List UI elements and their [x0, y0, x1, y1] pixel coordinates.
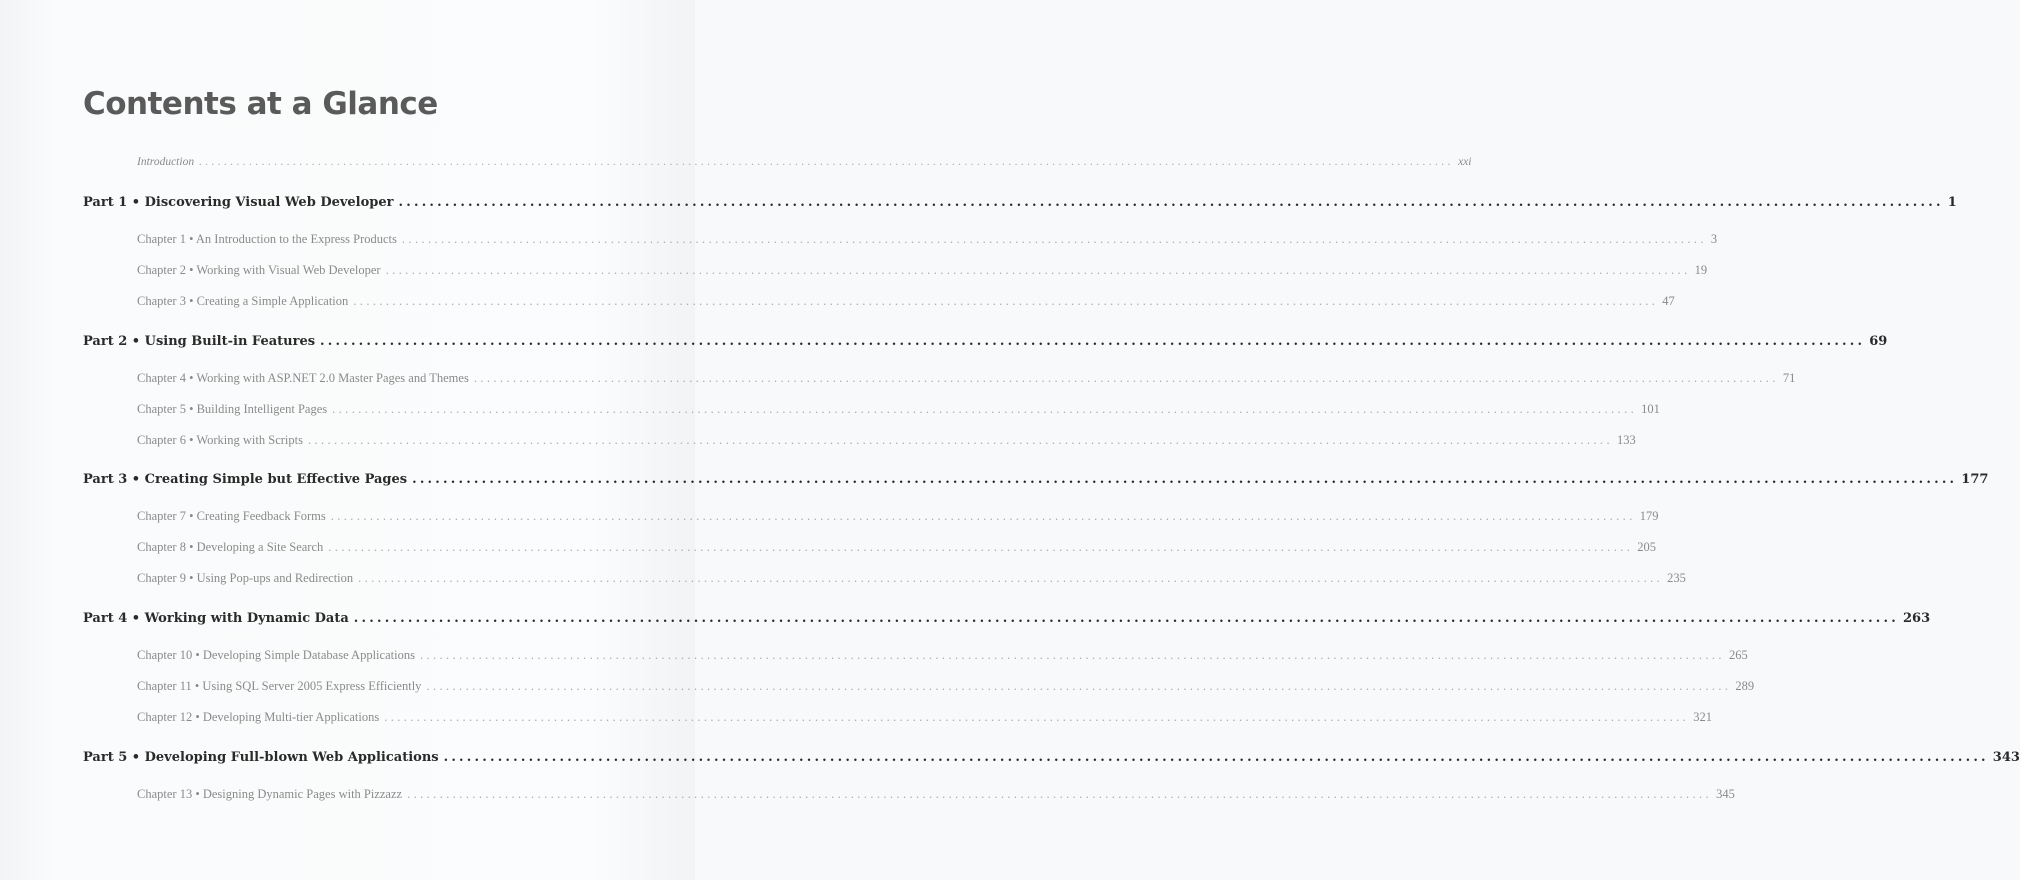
- toc-entry-page: xxi: [1458, 156, 1472, 168]
- toc-chapter-label: Chapter 1 • An Introduction to the Express Products: [137, 232, 397, 246]
- dot-leader: ........................................................................................................................................................................................................: [320, 334, 1866, 349]
- toc-entry-introduction[interactable]: [137, 156, 1472, 176]
- toc-chapter-page: 19: [1694, 263, 1708, 277]
- toc-part-4[interactable]: [83, 611, 1931, 631]
- toc-part-label: Part 5 • Developing Full-blown Web Applications: [83, 750, 439, 765]
- toc-part-page: 343: [1992, 750, 2020, 765]
- toc-chapter-label: Chapter 4 • Working with ASP.NET 2.0 Master Pages and Themes: [137, 371, 469, 385]
- dot-leader: ........................................................................................................................................................................................................: [407, 787, 1713, 801]
- dot-leader: ........................................................................................................................................................................................................: [199, 156, 1455, 168]
- toc-chapter-label: Chapter 12 • Developing Multi-tier Applications: [137, 710, 380, 724]
- toc-chapter-2[interactable]: [137, 263, 1708, 283]
- toc-part-label: Part 3 • Creating Simple but Effective Pages: [83, 472, 408, 487]
- toc-chapter-page: 133: [1616, 433, 1636, 447]
- toc-chapter-page: 179: [1639, 509, 1659, 523]
- toc-chapter-1[interactable]: [137, 232, 1718, 252]
- toc-chapter-13[interactable]: [137, 787, 1735, 807]
- toc-part-page: 1: [1947, 195, 1957, 210]
- toc-chapter-page: 345: [1716, 787, 1735, 801]
- toc-part-label: Part 1 • Discovering Visual Web Developer: [83, 195, 394, 210]
- toc-chapter-label: Chapter 6 • Working with Scripts: [137, 433, 303, 447]
- toc-part-page: 69: [1869, 334, 1888, 349]
- toc-chapter-7[interactable]: [137, 509, 1659, 529]
- dot-leader: ........................................................................................................................................................................................................: [332, 402, 1638, 416]
- dot-leader: ........................................................................................................................................................................................................: [353, 611, 1899, 626]
- toc-chapter-label: Chapter 3 • Creating a Simple Application: [137, 294, 349, 308]
- dot-leader: ........................................................................................................................................................................................................: [385, 263, 1691, 277]
- toc-chapter-9[interactable]: [137, 571, 1686, 591]
- toc-chapter-page: 289: [1735, 679, 1755, 693]
- dot-leader: ........................................................................................................................................................................................................: [419, 648, 1725, 662]
- toc-chapter-10[interactable]: [137, 648, 1748, 668]
- toc-chapter-page: 47: [1662, 294, 1675, 308]
- toc-chapter-label: Chapter 7 • Creating Feedback Forms: [137, 509, 326, 523]
- toc-part-5[interactable]: [83, 750, 2020, 770]
- toc-chapter-12[interactable]: [137, 710, 1712, 730]
- toc-chapter-page: 265: [1728, 648, 1748, 662]
- toc-chapter-5[interactable]: [137, 402, 1660, 422]
- dot-leader: ........................................................................................................................................................................................................: [412, 472, 1958, 487]
- toc-chapter-page: 235: [1667, 571, 1686, 585]
- dot-leader: ........................................................................................................................................................................................................: [473, 371, 1779, 385]
- toc-part-label: Part 2 • Using Built-in Features: [83, 334, 316, 349]
- dot-leader: ........................................................................................................................................................................................................: [443, 750, 1989, 765]
- toc-chapter-label: Chapter 2 • Working with Visual Web Developer: [137, 263, 381, 277]
- toc-chapter-6[interactable]: [137, 433, 1636, 453]
- toc-chapter-8[interactable]: [137, 540, 1657, 560]
- dot-leader: ........................................................................................................................................................................................................: [384, 710, 1690, 724]
- dot-leader: ........................................................................................................................................................................................................: [401, 232, 1707, 246]
- toc-part-page: 263: [1902, 611, 1931, 626]
- toc-chapter-11[interactable]: [137, 679, 1755, 699]
- toc-chapter-4[interactable]: [137, 371, 1796, 391]
- toc-part-page: 177: [1961, 472, 1989, 487]
- dot-leader: ........................................................................................................................................................................................................: [307, 433, 1613, 447]
- dot-leader: ........................................................................................................................................................................................................: [358, 571, 1664, 585]
- toc-chapter-page: 71: [1782, 371, 1796, 385]
- dot-leader: ........................................................................................................................................................................................................: [330, 509, 1636, 523]
- toc-chapter-label: Chapter 13 • Designing Dynamic Pages with Pizzazz: [137, 787, 403, 801]
- toc-chapter-page: 3: [1710, 232, 1718, 246]
- page-title: Contents at a Glance: [83, 86, 438, 122]
- toc-part-3[interactable]: [83, 472, 1989, 492]
- toc-chapter-label: Chapter 10 • Developing Simple Database Applications: [137, 648, 415, 662]
- toc-chapter-label: Chapter 8 • Developing a Site Search: [137, 540, 324, 554]
- toc-chapter-page: 321: [1693, 710, 1712, 724]
- toc-part-label: Part 4 • Working with Dynamic Data: [83, 611, 349, 626]
- dot-leader: ........................................................................................................................................................................................................: [398, 195, 1944, 210]
- dot-leader: ........................................................................................................................................................................................................: [426, 679, 1732, 693]
- toc-entry-label: Introduction: [137, 156, 195, 168]
- toc-chapter-3[interactable]: [137, 294, 1675, 314]
- toc-chapter-label: Chapter 9 • Using Pop-ups and Redirection: [137, 571, 354, 585]
- dot-leader: ........................................................................................................................................................................................................: [328, 540, 1634, 554]
- toc-chapter-label: Chapter 11 • Using SQL Server 2005 Express Efficiently: [137, 679, 422, 693]
- toc-part-1[interactable]: [83, 195, 1957, 215]
- toc-chapter-page: 101: [1641, 402, 1660, 416]
- dot-leader: ........................................................................................................................................................................................................: [353, 294, 1659, 308]
- toc-part-2[interactable]: [83, 334, 1888, 354]
- toc-chapter-label: Chapter 5 • Building Intelligent Pages: [137, 402, 328, 416]
- toc-chapter-page: 205: [1637, 540, 1657, 554]
